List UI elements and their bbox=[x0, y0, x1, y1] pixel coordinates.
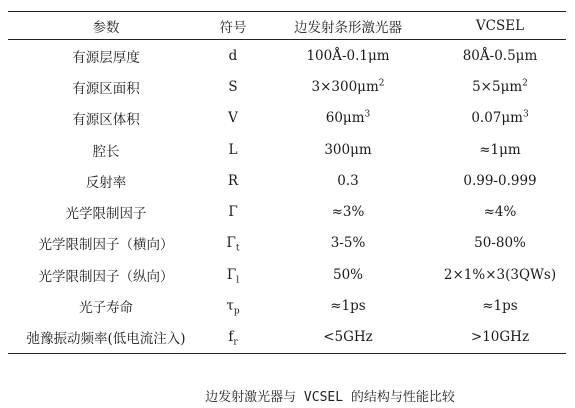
header-symbol: 符号 bbox=[219, 19, 247, 36]
cell-vcsel bbox=[434, 259, 566, 290]
cell-vcsel-text: >10GHz bbox=[470, 329, 530, 346]
table-row bbox=[8, 196, 566, 227]
cell-parameter bbox=[8, 228, 204, 259]
cell-vcsel-text: ≈4% bbox=[483, 204, 517, 221]
cell-symbol bbox=[204, 71, 262, 102]
cell-symbol-subscript: r bbox=[233, 338, 238, 348]
cell-vcsel-text: 50-80% bbox=[474, 235, 526, 252]
cell-parameter bbox=[8, 290, 204, 321]
cell-edge-emitting bbox=[262, 103, 434, 134]
cell-edge-emitting-text: ≈3% bbox=[331, 204, 365, 221]
cell-parameter-text: 腔长 bbox=[92, 143, 120, 160]
cell-vcsel-text: 80Å-0.5μm bbox=[462, 47, 538, 64]
table-row bbox=[8, 103, 566, 134]
cell-edge-emitting-text: ≈1ps bbox=[330, 298, 366, 315]
header-edge-emitting-laser: 边发射条形激光器 bbox=[294, 19, 402, 36]
cell-vcsel bbox=[434, 103, 566, 134]
cell-symbol bbox=[204, 228, 262, 259]
cell-vcsel-superscript: 2 bbox=[522, 78, 528, 89]
cell-symbol-subscript: t bbox=[235, 244, 240, 255]
cell-symbol-text: V bbox=[228, 110, 238, 127]
cell-edge-emitting-text: <5GHz bbox=[323, 329, 373, 346]
cell-symbol bbox=[204, 134, 262, 165]
cell-edge-emitting-text: 100Å-0.1μm bbox=[306, 47, 390, 64]
cell-symbol bbox=[204, 196, 262, 227]
cell-symbol-subscript: p bbox=[233, 306, 240, 317]
cell-edge-emitting bbox=[262, 40, 434, 72]
cell-vcsel-text: 0.07μm bbox=[471, 110, 523, 127]
cell-symbol-text: τ bbox=[226, 298, 234, 315]
comparison-table-container bbox=[8, 11, 566, 354]
cell-parameter bbox=[8, 71, 204, 102]
cell-edge-emitting-text: 60μm bbox=[325, 110, 365, 127]
cell-vcsel bbox=[434, 165, 566, 196]
cell-parameter bbox=[8, 134, 204, 165]
cell-edge-emitting-text: 300μm bbox=[324, 141, 372, 158]
cell-symbol-text: S bbox=[228, 78, 238, 95]
cell-vcsel-superscript: 3 bbox=[522, 109, 529, 120]
table-row bbox=[8, 290, 566, 321]
cell-edge-emitting bbox=[262, 134, 434, 165]
cell-parameter-text: 有源区体积 bbox=[72, 112, 140, 129]
cell-symbol bbox=[204, 322, 262, 354]
cell-edge-emitting bbox=[262, 196, 434, 227]
cell-parameter bbox=[8, 259, 204, 290]
table-row bbox=[8, 322, 566, 354]
table-row bbox=[8, 40, 566, 72]
cell-symbol-text: R bbox=[227, 172, 239, 189]
cell-parameter-text: 弛豫振动频率(低电流注入) bbox=[26, 331, 186, 348]
table-row bbox=[8, 134, 566, 165]
comparison-table bbox=[8, 11, 566, 354]
cell-parameter bbox=[8, 103, 204, 134]
header-parameter: 参数 bbox=[92, 19, 120, 36]
cell-symbol-text: f bbox=[228, 329, 234, 346]
header-vcsel: VCSEL bbox=[475, 17, 525, 34]
cell-symbol-text: d bbox=[228, 47, 238, 64]
cell-vcsel bbox=[434, 196, 566, 227]
cell-parameter bbox=[8, 165, 204, 196]
cell-parameter bbox=[8, 322, 204, 354]
cell-symbol-text: Γ bbox=[226, 235, 236, 252]
cell-parameter-text: 光学限制因子（纵向） bbox=[38, 268, 174, 285]
cell-edge-emitting-text: 3×300μm bbox=[311, 78, 379, 95]
cell-edge-emitting-text: 0.3 bbox=[337, 172, 359, 189]
cell-parameter bbox=[8, 40, 204, 72]
cell-edge-emitting-superscript: 3 bbox=[364, 109, 371, 120]
cell-symbol-subscript: l bbox=[236, 275, 240, 286]
cell-symbol bbox=[204, 103, 262, 134]
cell-edge-emitting bbox=[262, 322, 434, 354]
cell-edge-emitting bbox=[262, 71, 434, 102]
cell-parameter-text: 光子寿命 bbox=[79, 300, 133, 317]
cell-symbol-text: Γ bbox=[228, 204, 238, 221]
cell-symbol bbox=[204, 40, 262, 72]
cell-edge-emitting-text: 50% bbox=[332, 266, 363, 283]
table-row bbox=[8, 228, 566, 259]
cell-edge-emitting bbox=[262, 259, 434, 290]
cell-symbol-text: Γ bbox=[226, 266, 237, 283]
cell-edge-emitting bbox=[262, 228, 434, 259]
cell-vcsel bbox=[434, 134, 566, 165]
cell-edge-emitting bbox=[262, 290, 434, 321]
cell-symbol bbox=[204, 290, 262, 321]
table-row bbox=[8, 259, 566, 290]
table-caption: 边发射激光器与 VCSEL 的结构与性能比较 bbox=[205, 390, 455, 405]
table-header-row bbox=[8, 12, 566, 40]
cell-parameter-text: 有源区面积 bbox=[72, 80, 140, 97]
cell-parameter-text: 反射率 bbox=[85, 174, 127, 191]
cell-vcsel bbox=[434, 290, 566, 321]
cell-vcsel-text: ≈1μm bbox=[479, 141, 521, 158]
cell-vcsel bbox=[434, 322, 566, 354]
cell-parameter-text: 有源层厚度 bbox=[72, 49, 140, 66]
cell-vcsel bbox=[434, 71, 566, 102]
cell-vcsel-text: ≈1ps bbox=[482, 298, 518, 315]
cell-symbol-text: L bbox=[228, 141, 238, 158]
cell-edge-emitting-text: 3-5% bbox=[330, 235, 366, 252]
cell-parameter bbox=[8, 196, 204, 227]
cell-vcsel bbox=[434, 40, 566, 72]
cell-symbol bbox=[204, 165, 262, 196]
cell-vcsel-text: 0.99-0.999 bbox=[463, 172, 537, 189]
table-row bbox=[8, 71, 566, 102]
cell-symbol bbox=[204, 259, 262, 290]
cell-parameter-text: 光学限制因子（横向） bbox=[38, 237, 174, 254]
cell-vcsel-text: 2×1%×3(3QWs) bbox=[443, 266, 557, 283]
table-row bbox=[8, 165, 566, 196]
table-body bbox=[8, 40, 566, 354]
cell-parameter-text: 光学限制因子 bbox=[65, 206, 147, 223]
cell-vcsel-text: 5×5μm bbox=[472, 78, 523, 95]
cell-edge-emitting-superscript: 2 bbox=[378, 78, 385, 89]
cell-edge-emitting bbox=[262, 165, 434, 196]
cell-vcsel bbox=[434, 228, 566, 259]
